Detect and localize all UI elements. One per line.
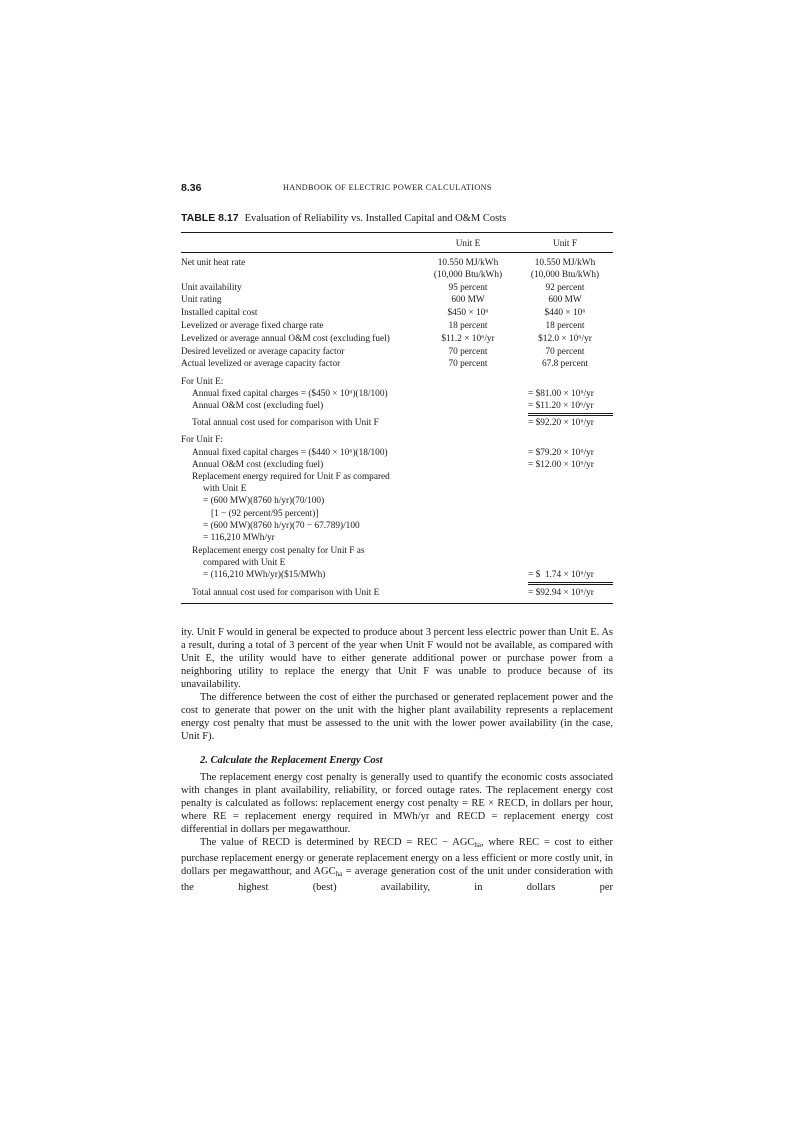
row-label: Unit rating xyxy=(181,295,222,305)
row-value-unit-e: 70 percent xyxy=(448,347,488,357)
row-label: Net unit heat rate xyxy=(181,258,246,268)
unit-f-penalty-label: Replacement energy cost penalty for Unit F as xyxy=(192,546,365,556)
body-text-block-2 xyxy=(181,771,613,894)
row-label: Desired levelized or average capacity factor xyxy=(181,347,345,357)
row-label: Installed capital cost xyxy=(181,308,258,318)
unit-f-om-value: = $12.00 × 10⁶/yr xyxy=(528,460,594,470)
table-header-rule xyxy=(181,252,613,253)
page-number: 8.36 xyxy=(181,182,202,194)
unit-f-total-value: = $92.94 × 10⁶/yr xyxy=(528,588,594,598)
unit-f-sum-rule xyxy=(528,584,613,585)
text-run: = average generation cost of the unit under consideration with the highest (best) availability, in dollars per xyxy=(181,866,613,893)
row-value-unit-e: 95 percent xyxy=(448,283,488,293)
unit-f-fixed-label: Annual fixed capital charges = ($440 × 10⁶)(18/100) xyxy=(192,448,388,458)
row-value-unit-f: 70 percent xyxy=(545,347,585,357)
row-value-unit-f: $440 × 10⁶ xyxy=(544,308,586,318)
row-value-unit-e: 600 MW xyxy=(451,295,485,305)
unit-f-sum-rule xyxy=(528,582,613,583)
unit-e-total-label: Total annual cost used for comparison with Unit F xyxy=(192,418,379,428)
unit-f-re-result: = 116,210 MWh/yr xyxy=(203,533,275,543)
table-caption xyxy=(181,212,506,224)
row-value-unit-e: $450 × 10⁶ xyxy=(447,308,489,318)
row-value-unit-f: (10,000 Btu/kWh) xyxy=(530,270,600,280)
unit-f-penalty-value: = $ 1.74 × 10⁶/yr xyxy=(528,570,594,580)
unit-f-re-label: Replacement energy required for Unit F as compared xyxy=(192,472,390,482)
unit-e-sum-rule xyxy=(528,415,613,416)
table-caption-text: Evaluation of Reliability vs. Installed Capital and O&M Costs xyxy=(244,213,507,224)
unit-f-om-label: Annual O&M cost (excluding fuel) xyxy=(192,460,324,470)
table-label: TABLE 8.17 xyxy=(181,212,239,224)
unit-f-re-calc: [1 − (92 percent/95 percent)] xyxy=(211,509,319,519)
unit-f-heading: For Unit F: xyxy=(181,435,223,445)
section-heading: 2. Calculate the Replacement Energy Cost xyxy=(200,755,383,766)
row-value-unit-e: (10,000 Btu/kWh) xyxy=(433,270,503,280)
unit-e-fixed-label: Annual fixed capital charges = ($450 × 10⁶)(18/100) xyxy=(192,389,388,399)
unit-f-penalty-calc: = (116,210 MWh/yr)($15/MWh) xyxy=(203,570,326,580)
unit-e-total-value: = $92.20 × 10⁶/yr xyxy=(528,418,594,428)
unit-f-fixed-value: = $79.20 × 10⁶/yr xyxy=(528,448,594,458)
paragraph: ity. Unit F would in general be expected to produce about 3 percent less electric power than Unit E. As a result, during a total of 3 percent of the year when Unit F would not be available, as compared with Unit E, the utility would have to either generate additional power or purchase power from a neighboring utility to replace the energy that Unit F was unable to produce because of its unavailability. xyxy=(181,627,613,690)
unit-f-re-label: with Unit E xyxy=(203,484,247,494)
column-header-unit-e: Unit E xyxy=(455,239,481,249)
text-run: The value of RECD is determined by RECD = REC − AGC xyxy=(200,837,475,848)
row-value-unit-e: 70 percent xyxy=(448,359,488,369)
subscript: ha xyxy=(335,870,343,878)
paragraph: The difference between the cost of either the purchased or generated replacement power and the cost to generate that power on the unit with the higher plant availability represents a replacement energy cost penalty that must be assessed to the unit with the lower power availability (in the case, Unit F). xyxy=(181,692,613,742)
text-run: , where REC = cost to either purchase replacement energy or generate replacement energy on a less efficient or more costly unit, in dollars per megawatthour, and AGC xyxy=(181,837,613,877)
unit-e-fixed-value: = $81.00 × 10⁶/yr xyxy=(528,389,594,399)
row-value-unit-f: $12.0 × 10⁶/yr xyxy=(538,334,592,344)
unit-e-sum-rule xyxy=(528,413,613,414)
unit-e-om-value: = $11.20 × 10⁶/yr xyxy=(528,401,594,411)
body-text-block-1 xyxy=(181,626,613,743)
row-label: Levelized or average annual O&M cost (excluding fuel) xyxy=(181,334,390,344)
subscript: ha xyxy=(474,841,482,849)
row-value-unit-f: 10.550 MJ/kWh xyxy=(534,258,596,268)
unit-f-total-label: Total annual cost used for comparison with Unit E xyxy=(192,588,380,598)
table-bottom-rule xyxy=(181,603,613,604)
running-header xyxy=(181,182,613,196)
unit-e-om-label: Annual O&M cost (excluding fuel) xyxy=(192,401,324,411)
paragraph: The replacement energy cost penalty is generally used to quantify the economic costs associated with changes in plant availability, reliability, or forced outage rates. The replacement energy cost penalty is calculated as follows: replacement energy cost penalty = RE × RECD, in dollars per hour, where RE = replacement energy required in MWh/yr and RECD = replacement energy cost differential in dollars per megawatthour. xyxy=(181,772,613,835)
row-label: Unit availability xyxy=(181,283,242,293)
row-value-unit-f: 92 percent xyxy=(545,283,585,293)
row-label: Levelized or average fixed charge rate xyxy=(181,321,324,331)
row-value-unit-e: 10.550 MJ/kWh xyxy=(437,258,499,268)
unit-e-heading: For Unit E: xyxy=(181,377,224,387)
table-top-rule xyxy=(181,232,613,233)
row-value-unit-e: 18 percent xyxy=(448,321,488,331)
running-title: HANDBOOK OF ELECTRIC POWER CALCULATIONS xyxy=(283,183,492,192)
unit-f-penalty-label: compared with Unit E xyxy=(203,558,286,568)
paragraph xyxy=(181,836,613,894)
row-value-unit-f: 67.8 percent xyxy=(542,359,588,369)
row-value-unit-e: $11.2 × 10⁶/yr xyxy=(441,334,495,344)
column-header-unit-f: Unit F xyxy=(552,239,578,249)
row-value-unit-f: 600 MW xyxy=(548,295,582,305)
row-label: Actual levelized or average capacity factor xyxy=(181,359,341,369)
unit-f-re-calc: = (600 MW)(8760 h/yr)(70 − 67.789)/100 xyxy=(203,521,360,531)
row-value-unit-f: 18 percent xyxy=(545,321,585,331)
unit-f-re-calc: = (600 MW)(8760 h/yr)(70/100) xyxy=(203,496,325,506)
